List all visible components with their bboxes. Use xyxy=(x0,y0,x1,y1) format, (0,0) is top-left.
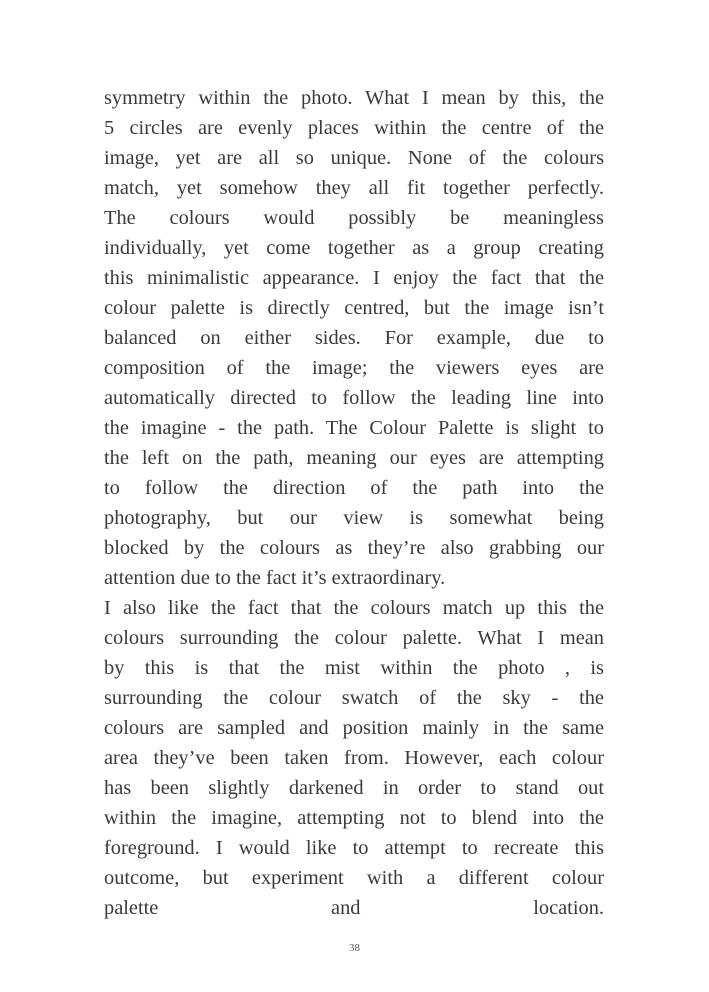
page-number: 38 xyxy=(349,942,360,954)
text-line: colours surrounding the colour palette. What I mean xyxy=(104,627,604,649)
text-line: within the imagine, attempting not to blend into the xyxy=(104,807,604,829)
text-line: this minimalistic appearance. I enjoy the fact that the xyxy=(104,267,604,289)
text-line: 5 circles are evenly places within the centre of the xyxy=(104,117,604,139)
text-line: colours are sampled and position mainly in the same xyxy=(104,717,604,739)
text-line: outcome, but experiment with a different colour xyxy=(104,867,604,889)
text-line: has been slightly darkened in order to stand out xyxy=(104,777,604,799)
text-line: photography, but our view is somewhat being xyxy=(104,507,604,529)
paragraph-1 xyxy=(104,83,604,593)
text-line: palette and location. xyxy=(104,897,604,919)
text-line: by this is that the mist within the photo , is xyxy=(104,657,604,679)
text-line: I also like the fact that the colours match up this the xyxy=(104,597,604,619)
text-line: match, yet somehow they all fit together perfectly. xyxy=(104,177,604,199)
text-line: to follow the direction of the path into the xyxy=(104,477,604,499)
text-line: balanced on either sides. For example, due to xyxy=(104,327,604,349)
text-line: symmetry within the photo. What I mean by this, the xyxy=(104,87,604,109)
text-line: attention due to the fact it’s extraordinary. xyxy=(104,567,446,589)
paragraph-2 xyxy=(104,593,604,923)
text-line: image, yet are all so unique. None of the colours xyxy=(104,147,604,169)
text-line: surrounding the colour swatch of the sky - the xyxy=(104,687,604,709)
text-line: composition of the image; the viewers eyes are xyxy=(104,357,604,379)
text-line: area they’ve been taken from. However, each colour xyxy=(104,747,604,769)
text-line: the left on the path, meaning our eyes are attempting xyxy=(104,447,604,469)
text-line: colour palette is directly centred, but the image isn’t xyxy=(104,297,604,319)
body-text xyxy=(104,83,604,923)
text-line: automatically directed to follow the leading line into xyxy=(104,387,604,409)
text-line: blocked by the colours as they’re also grabbing our xyxy=(104,537,604,559)
text-line: individually, yet come together as a group creating xyxy=(104,237,604,259)
text-line: the imagine - the path. The Colour Palette is slight to xyxy=(104,417,604,439)
text-line: foreground. I would like to attempt to recreate this xyxy=(104,837,604,859)
text-line: The colours would possibly be meaningless xyxy=(104,207,604,229)
